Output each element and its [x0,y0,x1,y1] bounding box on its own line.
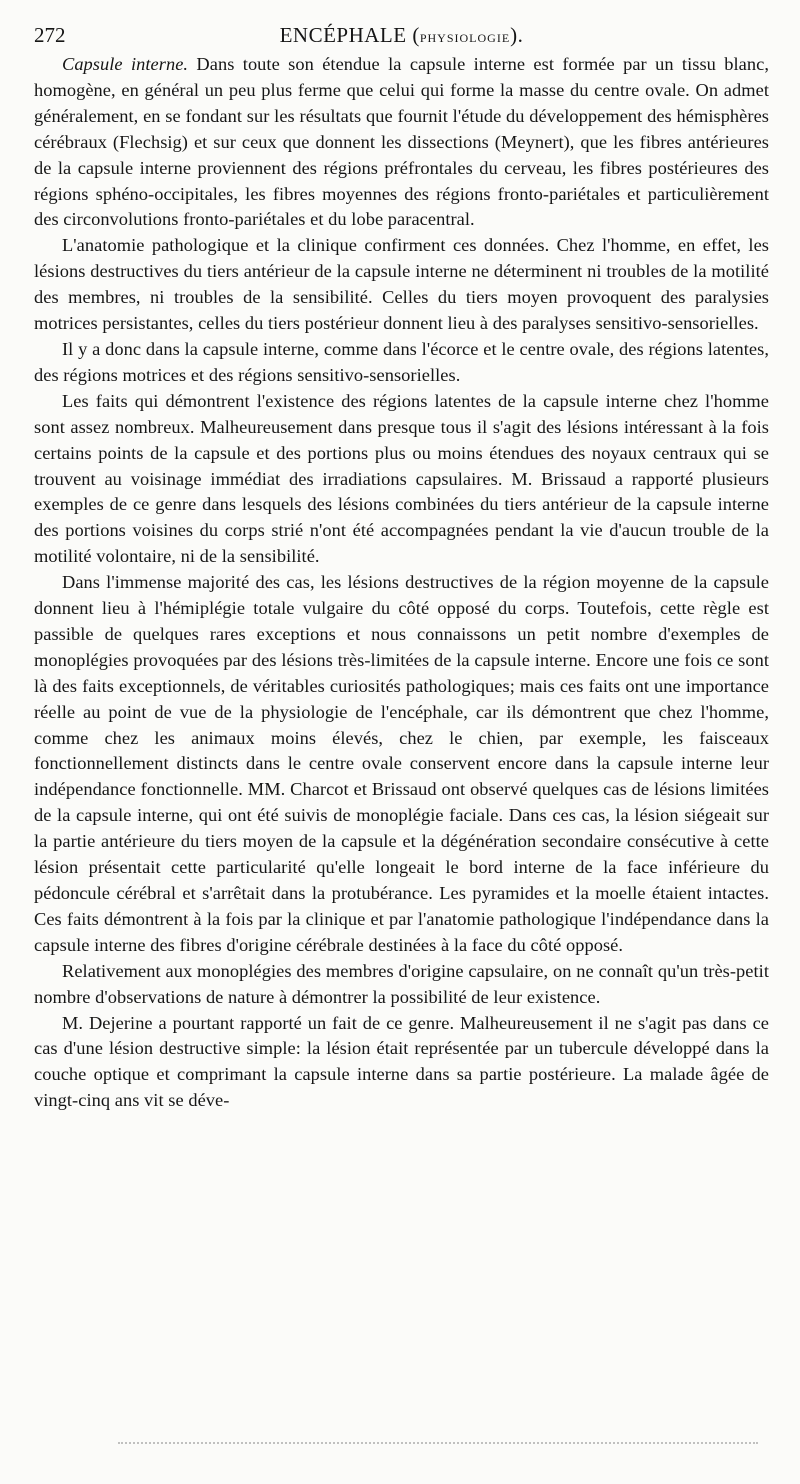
running-title [34,18,769,55]
paragraph: Il y a donc dans la capsule interne, comme dans l'écorce et le centre ovale, des régions latentes, des régions motrices et des régions sensitivo-sensorielles. [34,338,769,385]
running-head [34,18,769,52]
book-page [34,18,769,1114]
running-title-open: ( [406,23,420,47]
running-title-main: ENCÉPHALE [279,23,407,47]
page-number: 272 [34,23,66,47]
paragraph: Les faits qui démontrent l'existence des régions latentes de la capsule interne chez l'homme sont assez nombreux. Malheureusement dans presque tous il s'agit des lésions intéressant à la fois certains points de la capsule et des portions plus ou moins étendues des noyaux centraux qui se trouvent au voisinage immédiat des irradiations capsulaires. M. Brissaud a rapporté plusieurs exemples de ce genre dans lesquels des lésions combinées du tiers antérieur de la capsule interne des portions voisines du corps strié n'ont été accompagnées pendant la vie d'aucun trouble de la motilité volontaire, ni de la sensibilité. [34,390,769,567]
paragraph-text: Dans toute son étendue la capsule interne est formée par un tissu blanc, homogène, en général un peu plus ferme que celui qui forme la masse du centre ovale. On admet généralement, en se fondant sur les résultats que fournit l'étude du développement des hémisphères cérébraux (Flechsig) et sur ceux que donnent les dissections (Meynert), que les fibres antérieures de la capsule interne proviennent des régions préfrontales du cerveau, les fibres postérieures des régions sphéno-occipitales, les fibres moyennes des régions fronto-pariétales et particulièrement des circonvolutions fronto-pariétales et du lobe paracentral. [34,54,769,230]
paragraph: M. Dejerine a pourtant rapporté un fait de ce genre. Malheureusement il ne s'agit pas dans ce cas d'une lésion destructive simple: la lésion était représentée par un tubercule développé dans la couche optique et comprimant la capsule interne dans sa partie postérieure. La malade âgée de vingt-cinq ans vit se déve- [34,1012,769,1111]
paragraph: Dans l'immense majorité des cas, les lésions destructives de la région moyenne de la capsule donnent lieu à l'hémiplégie totale vulgaire du côté opposé du corps. Toutefois, cette règle est passible de quelques rares exceptions et nous connaissons un petit nombre d'exemples de monoplégies provoquées par des lésions très-limitées de la capsule interne. Encore une fois ce sont là des faits exceptionnels, de véritables curiosités pathologiques; mais ces faits ont une importance réelle au point de vue de la physiologie de l'encéphale, car ils démontrent que chez l'homme, comme chez les animaux moins élevés, chez le chien, par exemple, les faisceaux fonctionnellement distincts dans le centre ovale conservent encore dans la capsule interne leur indépendance fonctionnelle. MM. Charcot et Brissaud ont observé quelques cas de lésions limitées de la capsule interne, qui ont été suivis de monoplégie faciale. Dans ces cas, la lésion siégeait sur la partie antérieure du tiers moyen de la capsule et la dégénération secondaire consécutive à cette lésion présentait cette particularité qu'elle longeait le bord interne de la face inférieure du pédoncule cérébral et s'arrêtait dans la protubérance. Les pyramides et la moelle étaient intactes. Ces faits démontrent à la fois par la clinique et par l'anatomie pathologique l'indépendance dans la capsule interne des fibres d'origine cérébrale destinées à la face du côté opposé. [34,572,769,955]
bleed-through-dots [118,1442,758,1450]
body-text [34,52,769,1114]
running-title-section: PHYSIOLOGIE [419,31,511,45]
section-lead-heading: Capsule interne. [62,54,189,74]
running-title-close: ). [510,23,524,47]
paragraph-capsule-interne [34,52,769,233]
paragraph: Relativement aux monoplégies des membres d'origine capsulaire, on ne connaît qu'un très-petit nombre d'observations de nature à démontrer la possibilité de leur existence. [34,960,769,1007]
paragraph: L'anatomie pathologique et la clinique confirment ces données. Chez l'homme, en effet, les lésions destructives du tiers antérieur de la capsule interne ne déterminent ni troubles de la motilité des membres, ni troubles de la sensibilité. Celles du tiers moyen provoquent des paralysies motrices persistantes, celles du tiers postérieur donnent lieu à des paralyses sensitivo-sensorielles. [34,235,769,334]
